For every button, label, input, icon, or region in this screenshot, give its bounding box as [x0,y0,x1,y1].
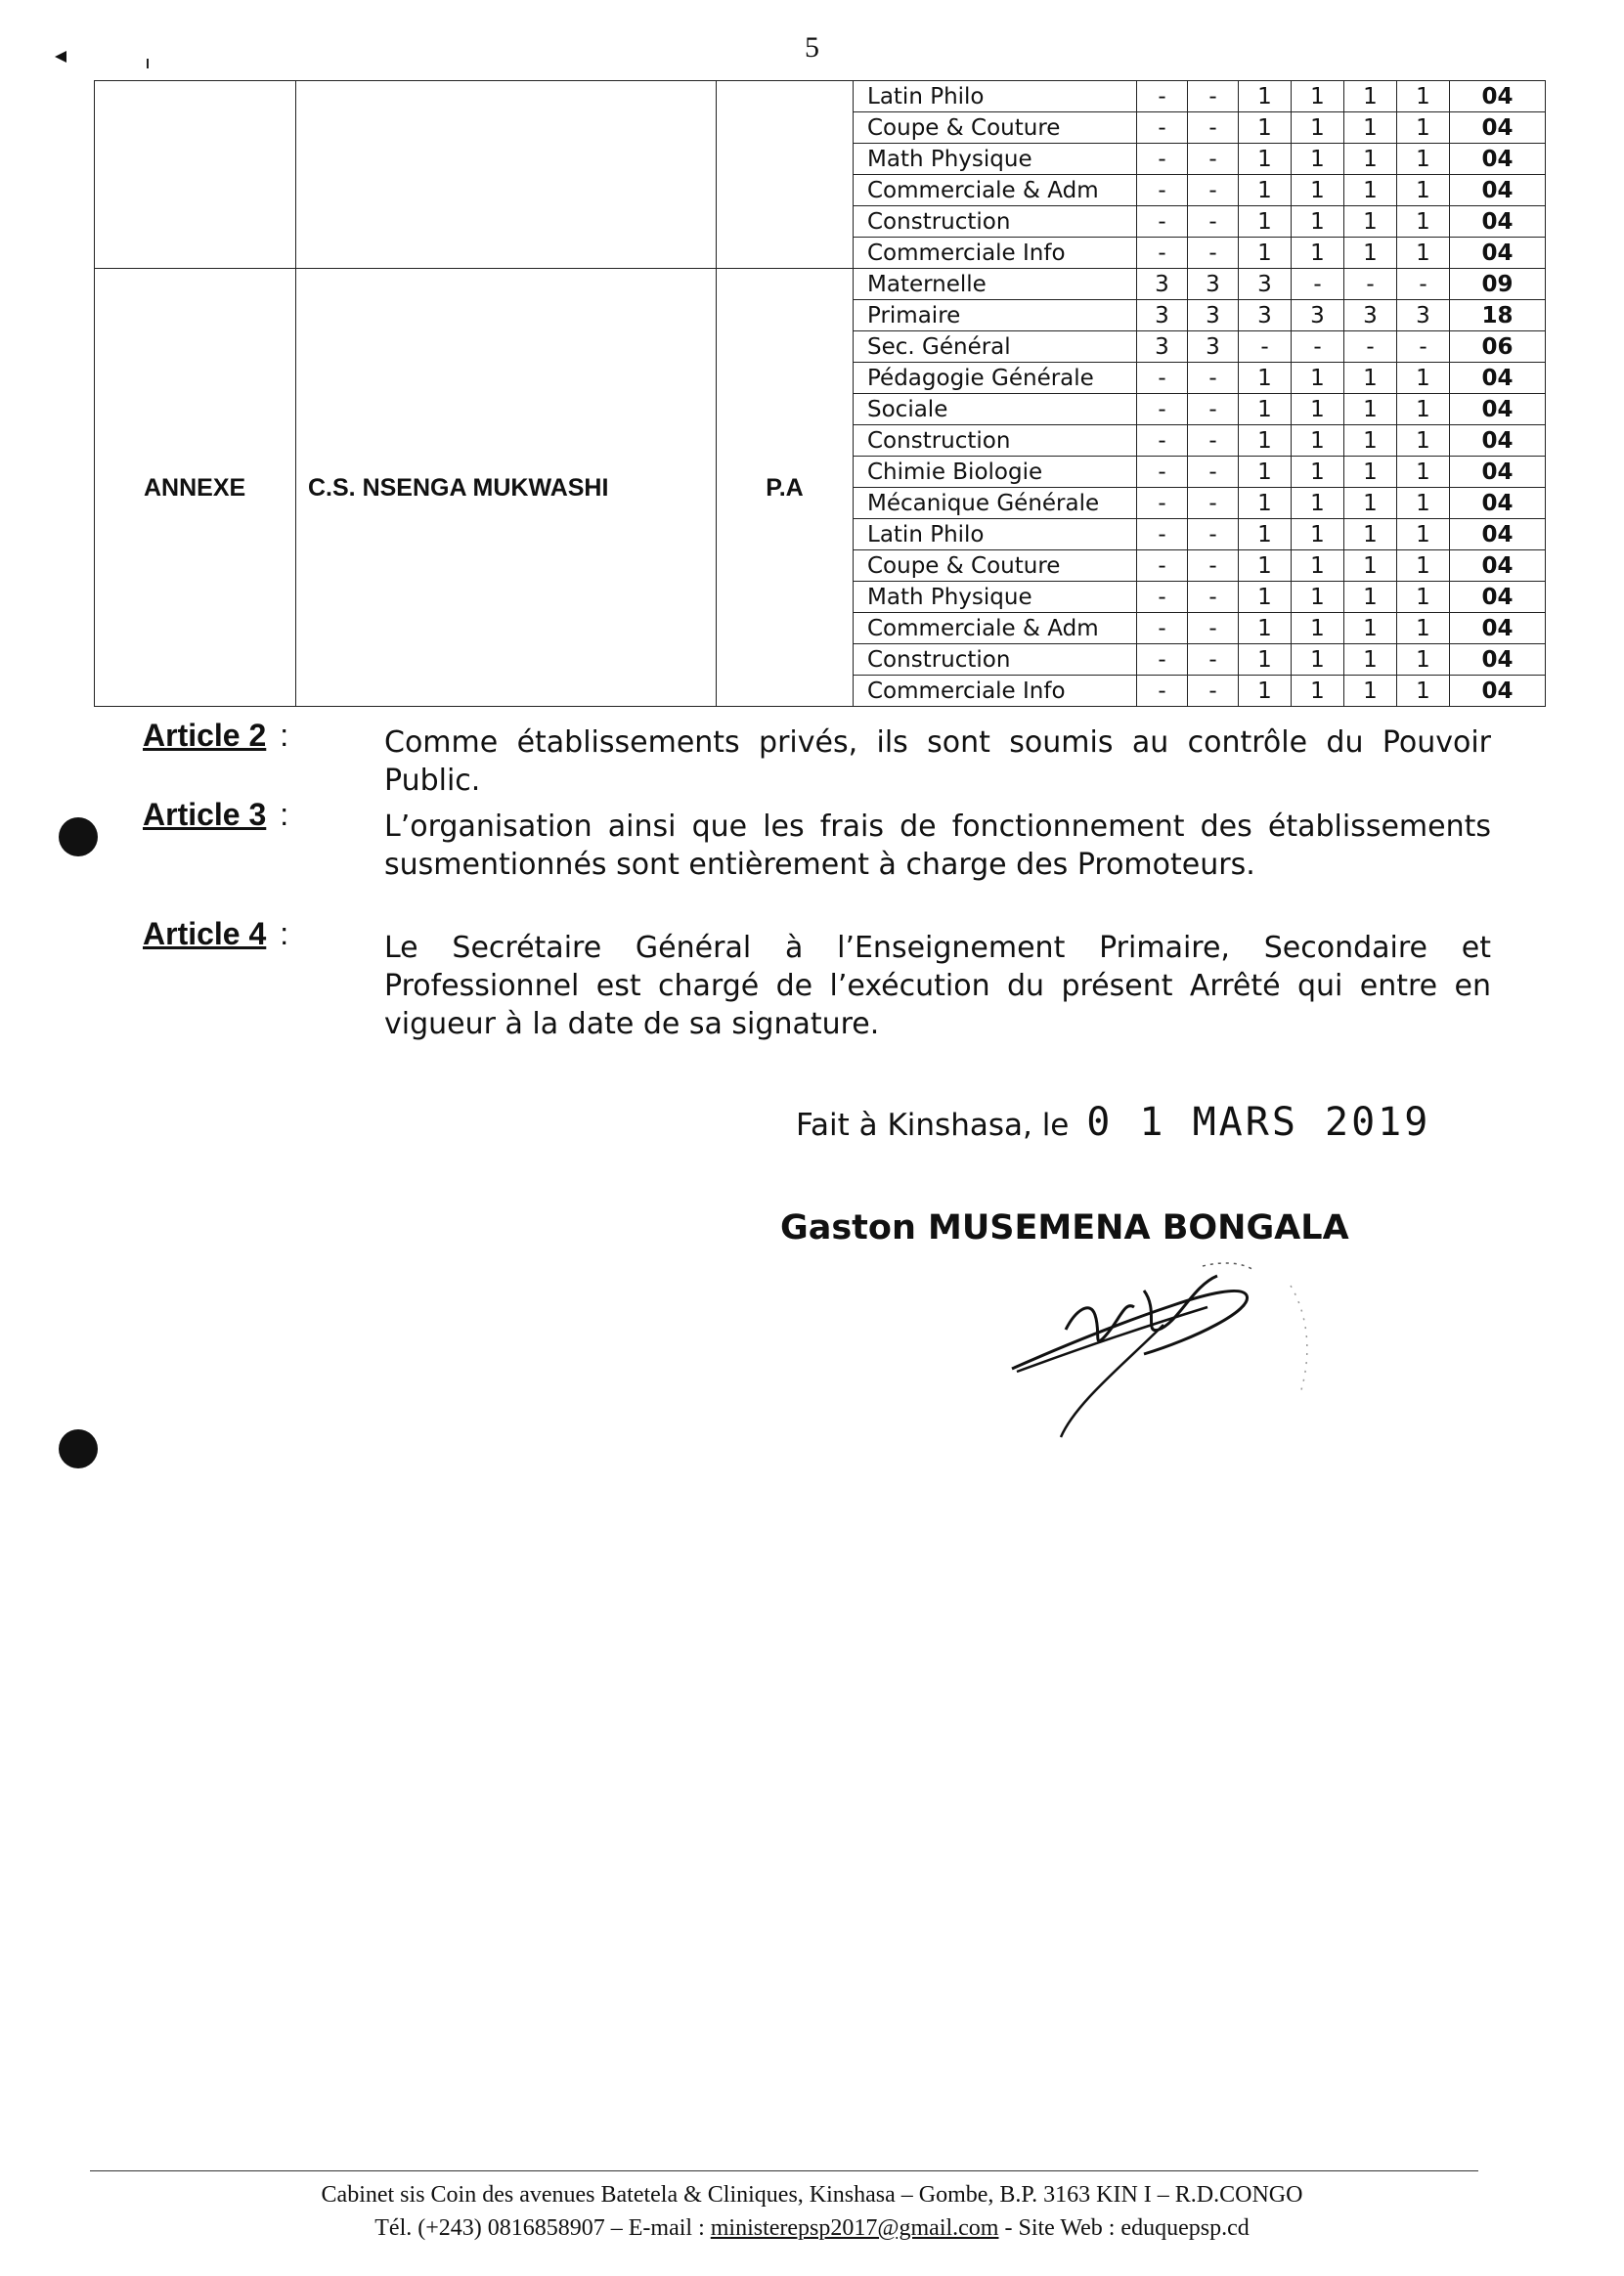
class-count-cell: - [1188,238,1239,269]
class-count-cell: 1 [1397,206,1450,238]
class-count-cell: 1 [1292,457,1344,488]
class-count-cell: 3 [1137,269,1188,300]
class-count-cell: 1 [1397,550,1450,582]
class-count-cell: - [1137,206,1188,238]
class-count-cell: 1 [1292,144,1344,175]
article-3-text: L’organisation ainsi que les frais de fonctionnement des établissements susmentionnés sont entièrement à charge des Promoteurs. [384,810,1491,882]
class-count-cell: - [1137,175,1188,206]
class-count-cell: 1 [1239,363,1292,394]
class-count-cell: - [1188,582,1239,613]
class-count-cell: 1 [1239,644,1292,676]
class-count-cell: 1 [1239,582,1292,613]
class-count-cell: 1 [1239,676,1292,707]
option-cell: Commerciale & Adm [854,613,1137,644]
class-count-cell: 1 [1292,488,1344,519]
option-cell: Coupe & Couture [854,112,1137,144]
class-count-cell: 3 [1188,300,1239,331]
class-count-cell: 1 [1344,394,1397,425]
class-count-cell: - [1188,363,1239,394]
footer-divider [90,2170,1478,2171]
class-count-cell: - [1188,206,1239,238]
school-name-cell: C.S. NSENGA MUKWASHI [296,269,717,707]
option-cell: Chimie Biologie [854,457,1137,488]
total-cell: 04 [1450,644,1546,676]
class-count-cell: - [1188,644,1239,676]
class-count-cell: 1 [1397,488,1450,519]
class-count-cell: 1 [1344,644,1397,676]
class-count-cell: 1 [1344,519,1397,550]
class-count-cell: - [1397,269,1450,300]
class-count-cell: - [1188,550,1239,582]
class-count-cell: - [1137,112,1188,144]
total-cell: 04 [1450,363,1546,394]
class-count-cell: 1 [1397,175,1450,206]
class-count-cell: 1 [1397,144,1450,175]
date-stamp: 0 1 MARS 2019 [1086,1100,1431,1145]
table-body [95,81,1546,707]
punch-hole-mark [59,817,98,856]
class-count-cell: 1 [1344,206,1397,238]
class-count-cell: 1 [1239,206,1292,238]
school-name-cell [296,81,717,269]
class-count-cell: - [1137,81,1188,112]
class-count-cell: - [1137,363,1188,394]
page-number: 5 [805,31,819,64]
class-count-cell: 3 [1344,300,1397,331]
total-cell: 04 [1450,238,1546,269]
footer-website: - Site Web : eduquepsp.cd [998,2215,1250,2241]
code-cell: P.A [717,269,854,707]
total-cell: 04 [1450,488,1546,519]
class-count-cell: - [1137,457,1188,488]
class-count-cell: 1 [1344,457,1397,488]
category-cell: ANNEXE [95,269,296,707]
class-count-cell: - [1137,425,1188,457]
class-count-cell: - [1188,112,1239,144]
article-2-text: Comme établissements privés, ils sont soumis au contrôle du Pouvoir Public. [384,725,1491,798]
signature-place: Fait à Kinshasa, le [796,1108,1070,1143]
class-count-cell: 1 [1292,112,1344,144]
class-count-cell: - [1137,582,1188,613]
class-count-cell: 3 [1188,331,1239,363]
class-count-cell: - [1344,331,1397,363]
total-cell: 09 [1450,269,1546,300]
class-count-cell: 1 [1239,81,1292,112]
option-cell: Latin Philo [854,81,1137,112]
article-3-label: Article 3 : [143,797,289,832]
class-count-cell: 1 [1344,144,1397,175]
code-cell [717,81,854,269]
margin-arrow-icon [55,51,66,63]
class-count-cell: 1 [1239,144,1292,175]
total-cell: 04 [1450,550,1546,582]
class-count-cell: 1 [1292,676,1344,707]
option-cell: Construction [854,425,1137,457]
footer-email-link[interactable]: ministerepsp2017@gmail.com [710,2215,999,2241]
class-count-cell: 1 [1239,613,1292,644]
margin-tick-mark [147,59,154,68]
class-count-cell: 3 [1397,300,1450,331]
class-count-cell: 1 [1292,238,1344,269]
article-4-text: Le Secrétaire Général à l’Enseignement Primaire, Secondaire et Professionnel est chargé de l’exécution du présent Arrêté qui entre en vigueur à la date de sa signature. [384,931,1491,1041]
class-count-cell: - [1137,144,1188,175]
class-count-cell: 1 [1239,550,1292,582]
class-count-cell: 1 [1239,519,1292,550]
signature-place-date [796,1100,1430,1145]
punch-hole-mark [59,1429,98,1468]
total-cell: 06 [1450,331,1546,363]
class-count-cell: 1 [1397,363,1450,394]
class-count-cell: 1 [1397,425,1450,457]
class-count-cell: 1 [1344,81,1397,112]
class-count-cell: 1 [1239,394,1292,425]
annex-schools-table [94,80,1546,707]
class-count-cell: - [1397,331,1450,363]
class-count-cell: 1 [1344,488,1397,519]
option-cell: Pédagogie Générale [854,363,1137,394]
footer-contact [0,2215,1624,2242]
option-cell: Primaire [854,300,1137,331]
class-count-cell: 1 [1292,519,1344,550]
class-count-cell: - [1188,81,1239,112]
class-count-cell: 1 [1292,175,1344,206]
class-count-cell: 1 [1397,676,1450,707]
class-count-cell: - [1188,144,1239,175]
class-count-cell: 1 [1344,550,1397,582]
class-count-cell: - [1292,331,1344,363]
class-count-cell: 1 [1397,519,1450,550]
class-count-cell: - [1188,394,1239,425]
total-cell: 04 [1450,425,1546,457]
total-cell: 04 [1450,519,1546,550]
total-cell: 04 [1450,175,1546,206]
footer-tel: Tél. (+243) 0816858907 – E-mail : [374,2215,711,2241]
class-count-cell: - [1344,269,1397,300]
signatory-name: Gaston MUSEMENA BONGALA [780,1208,1349,1247]
class-count-cell: 1 [1292,81,1344,112]
class-count-cell: 1 [1344,676,1397,707]
class-count-cell: 1 [1397,582,1450,613]
total-cell: 04 [1450,112,1546,144]
class-count-cell: 1 [1239,175,1292,206]
class-count-cell: - [1188,613,1239,644]
class-count-cell: 3 [1292,300,1344,331]
class-count-cell: 1 [1397,644,1450,676]
class-count-cell: - [1137,644,1188,676]
option-cell: Commerciale Info [854,238,1137,269]
table-row [95,269,1546,300]
total-cell: 04 [1450,457,1546,488]
class-count-cell: - [1137,519,1188,550]
class-count-cell: - [1137,394,1188,425]
class-count-cell: - [1137,238,1188,269]
class-count-cell: 1 [1344,175,1397,206]
total-cell: 04 [1450,394,1546,425]
class-count-cell: - [1137,676,1188,707]
class-count-cell: - [1188,457,1239,488]
total-cell: 04 [1450,144,1546,175]
article-4-label: Article 4 : [143,916,289,951]
class-count-cell: 1 [1292,394,1344,425]
total-cell: 04 [1450,81,1546,112]
total-cell: 04 [1450,206,1546,238]
class-count-cell: 1 [1397,394,1450,425]
class-count-cell: 1 [1292,582,1344,613]
article-2-label: Article 2 : [143,718,289,753]
option-cell: Commerciale & Adm [854,175,1137,206]
class-count-cell: - [1188,175,1239,206]
table-row [95,81,1546,112]
class-count-cell: - [1137,613,1188,644]
class-count-cell: 1 [1397,81,1450,112]
class-count-cell: - [1137,550,1188,582]
class-count-cell: - [1239,331,1292,363]
class-count-cell: 3 [1239,300,1292,331]
footer-address: Cabinet sis Coin des avenues Batetela & Cliniques, Kinshasa – Gombe, B.P. 3163 KIN I – R.D.CONGO [321,2182,1303,2208]
class-count-cell: 1 [1292,644,1344,676]
class-count-cell: 3 [1188,269,1239,300]
class-count-cell: - [1188,488,1239,519]
option-cell: Construction [854,644,1137,676]
class-count-cell: 1 [1397,112,1450,144]
total-cell: 18 [1450,300,1546,331]
category-cell [95,81,296,269]
class-count-cell: 1 [1344,425,1397,457]
class-count-cell: 1 [1292,206,1344,238]
class-count-cell: 1 [1344,613,1397,644]
class-count-cell: 3 [1137,331,1188,363]
class-count-cell: 1 [1292,613,1344,644]
class-count-cell: 3 [1137,300,1188,331]
class-count-cell: 1 [1397,613,1450,644]
class-count-cell: 1 [1344,112,1397,144]
option-cell: Commerciale Info [854,676,1137,707]
class-count-cell: - [1188,519,1239,550]
class-count-cell: 1 [1239,238,1292,269]
option-cell: Construction [854,206,1137,238]
option-cell: Coupe & Couture [854,550,1137,582]
class-count-cell: 1 [1239,112,1292,144]
option-cell: Latin Philo [854,519,1137,550]
class-count-cell: - [1188,425,1239,457]
total-cell: 04 [1450,676,1546,707]
class-count-cell: 1 [1292,363,1344,394]
total-cell: 04 [1450,613,1546,644]
class-count-cell: 1 [1239,457,1292,488]
class-count-cell: 1 [1239,488,1292,519]
class-count-cell: 1 [1397,238,1450,269]
option-cell: Mécanique Générale [854,488,1137,519]
class-count-cell: - [1188,676,1239,707]
class-count-cell: - [1137,488,1188,519]
class-count-cell: 1 [1344,238,1397,269]
class-count-cell: 1 [1344,363,1397,394]
class-count-cell: - [1292,269,1344,300]
option-cell: Math Physique [854,582,1137,613]
handwritten-signature [997,1256,1369,1452]
class-count-cell: 1 [1292,425,1344,457]
class-count-cell: 1 [1397,457,1450,488]
option-cell: Maternelle [854,269,1137,300]
option-cell: Sociale [854,394,1137,425]
option-cell: Math Physique [854,144,1137,175]
class-count-cell: 1 [1344,582,1397,613]
class-count-cell: 3 [1239,269,1292,300]
total-cell: 04 [1450,582,1546,613]
option-cell: Sec. Général [854,331,1137,363]
class-count-cell: 1 [1292,550,1344,582]
class-count-cell: 1 [1239,425,1292,457]
